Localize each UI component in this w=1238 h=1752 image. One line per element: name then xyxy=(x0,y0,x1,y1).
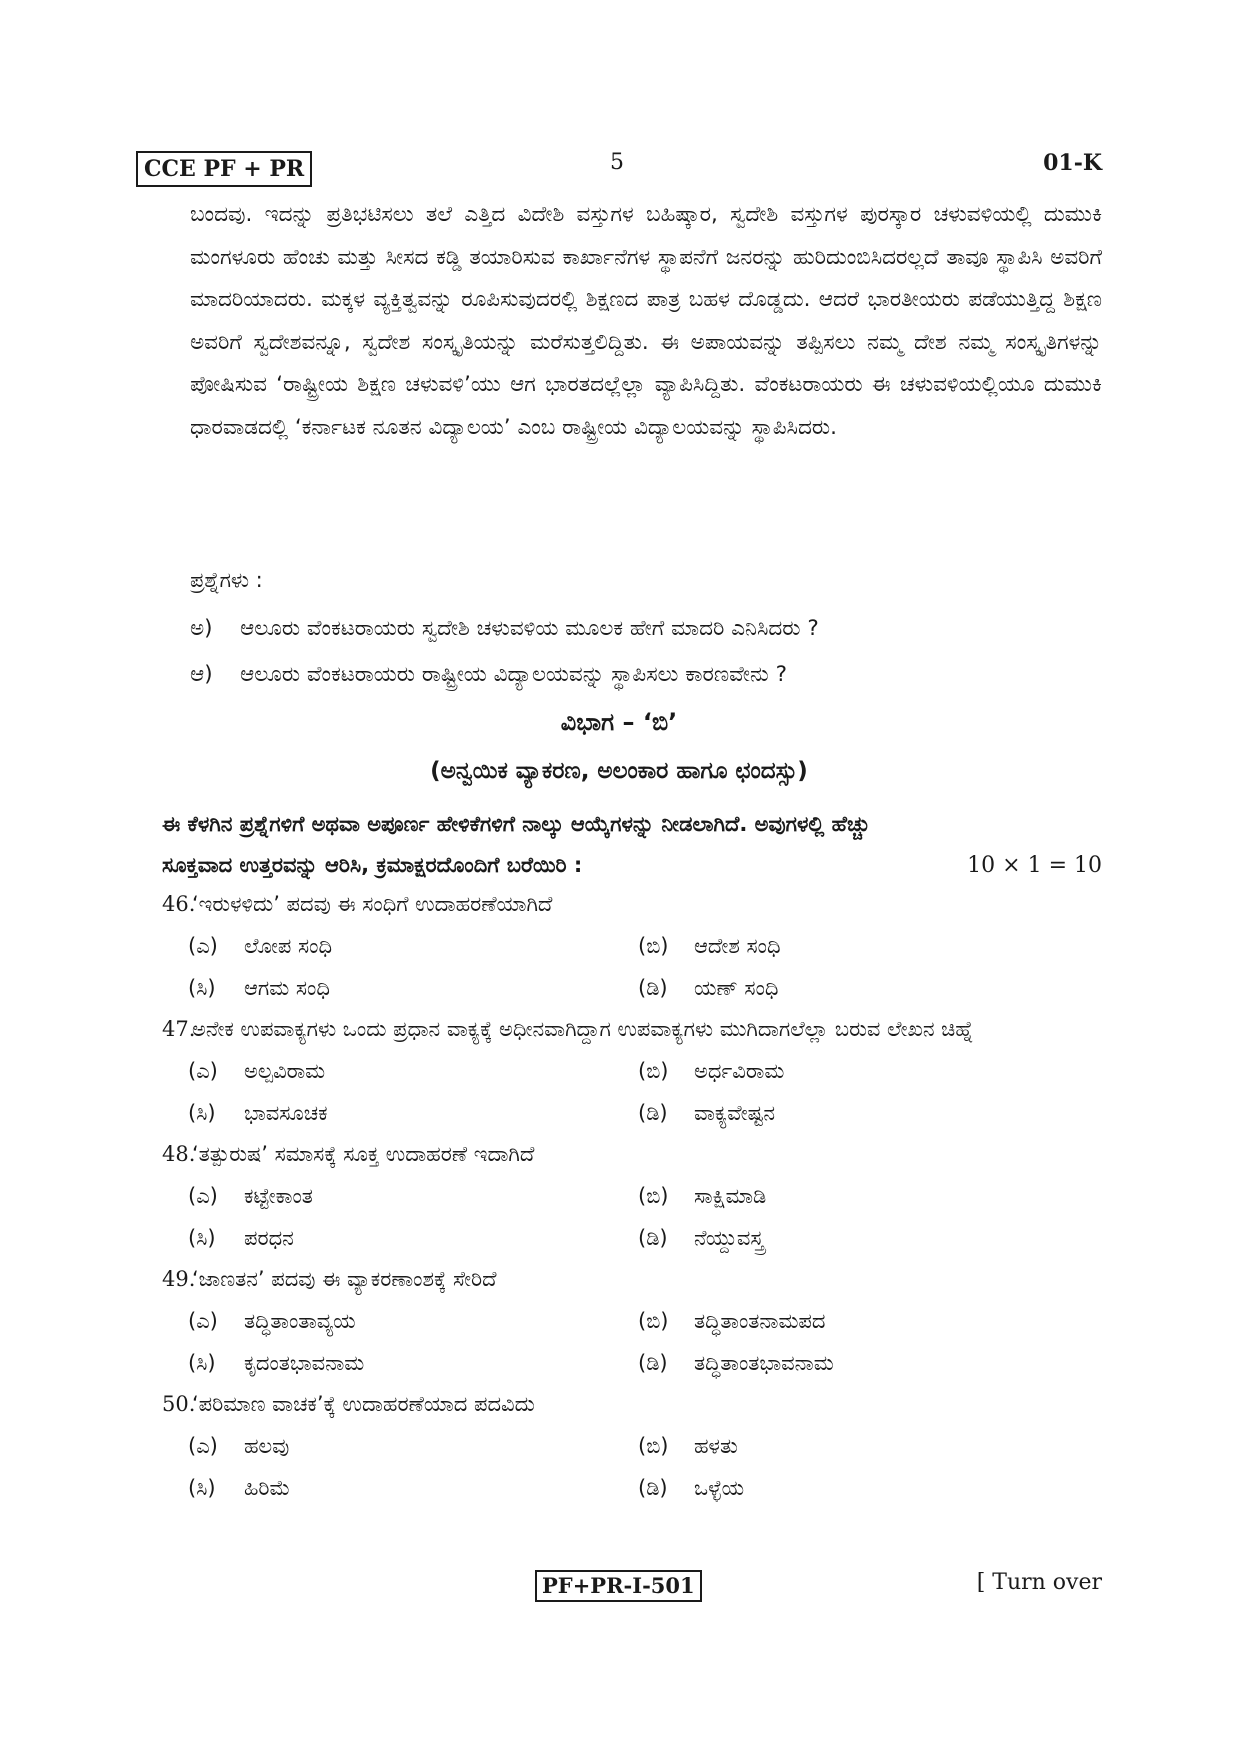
option-text: ಆದೇಶ ಸಂಧಿ xyxy=(694,934,781,958)
option-c xyxy=(188,1467,638,1509)
question-50 xyxy=(162,1384,1102,1509)
question-text: ‘ತತ್ಪುರುಷ’ ಸಮಾಸಕ್ಕೆ ಸೂಕ್ತ ಉದಾಹರಣೆ ಇದಾಗಿದೆ xyxy=(192,1142,535,1166)
question-stem xyxy=(162,1259,1102,1300)
option-d xyxy=(638,1342,1088,1384)
option-text: ತದ್ಧಿತಾಂತನಾಮಪದ xyxy=(694,1309,826,1333)
option-text: ಕಟ್ಟೇಕಾಂತ xyxy=(244,1184,313,1208)
turn-over-note: [ Turn over xyxy=(976,1570,1102,1595)
question-number: 49. xyxy=(162,1267,196,1291)
option-d xyxy=(638,1467,1088,1509)
option-text: ಅರ್ಧವಿರಾಮ xyxy=(694,1059,785,1083)
option-label: (ಡಿ) xyxy=(638,1101,668,1125)
option-b xyxy=(638,1300,1088,1342)
passage-text: ಬಂದವು. ಇದನ್ನು ಪ್ರತಿಭಟಿಸಲು ತಲೆ ಎತ್ತಿದ ವಿದೇಶಿ ವಸ್ತುಗಳ ಬಹಿಷ್ಕಾರ, ಸ್ವದೇಶಿ ವಸ್ತುಗಳ ಪುರಸ್ಕಾರ ಚಳುವಳಿಯಲ್ಲಿ ದುಮುಕಿ ಮಂಗಳೂರು ಹೆಂಚು ಮತ್ತು ಸೀಸದ ಕಡ್ಡಿ ತಯಾರಿಸುವ ಕಾರ್ಖಾನೆಗಳ ಸ್ಥಾಪನೆಗೆ ಜನರನ್ನು ಹುರಿದುಂಬಿಸಿದರಲ್ಲದೆ ತಾವೂ ಸ್ಥಾಪಿಸಿ ಅವರಿಗೆ ಮಾದರಿಯಾದರು. ಮಕ್ಕಳ ವ್ಯಕ್ತಿತ್ವವನ್ನು ರೂಪಿಸುವುದರಲ್ಲಿ ಶಿಕ್ಷಣದ ಪಾತ್ರ ಬಹಳ ದೊಡ್ಡದು. ಆದರೆ ಭಾರತೀಯರು ಪಡೆಯುತ್ತಿದ್ದ ಶಿಕ್ಷಣ ಅವರಿಗೆ ಸ್ವದೇಶವನ್ನೂ, ಸ್ವದೇಶ ಸಂಸ್ಕೃತಿಯನ್ನು ಮರೆಸುತ್ತಲಿದ್ದಿತು. ಈ ಅಪಾಯವನ್ನು ತಪ್ಪಿಸಲು ನಮ್ಮ ದೇಶ ನಮ್ಮ ಸಂಸ್ಕೃತಿಗಳನ್ನು ಪೋಷಿಸುವ ‘ರಾಷ್ಟ್ರೀಯ ಶಿಕ್ಷಣ ಚಳುವಳಿ’ಯು ಆಗ ಭಾರತದಲ್ಲೆಲ್ಲಾ ವ್ಯಾಪಿಸಿದ್ದಿತು. ವೆಂಕಟರಾಯರು ಈ ಚಳುವಳಿಯಲ್ಲಿಯೂ ದುಮುಕಿ ಧಾರವಾಡದಲ್ಲಿ ‘ಕರ್ನಾಟಕ ನೂತನ ವಿದ್ಯಾಲಯ’ ಎಂಬ ರಾಷ್ಟ್ರೀಯ ವಿದ್ಯಾಲಯವನ್ನು ಸ್ಥಾಪಿಸಿದರು. xyxy=(190,202,1102,440)
question-stem xyxy=(162,1134,1102,1175)
option-c xyxy=(188,967,638,1009)
option-text: ತದ್ಧಿತಾಂತಾವ್ಯಯ xyxy=(244,1309,356,1333)
instructions-line-1: ಈ ಕೆಳಗಿನ ಪ್ರಶ್ನೆಗಳಿಗೆ ಅಥವಾ ಅಪೂರ್ಣ ಹೇಳಿಕೆಗಳಿಗೆ ನಾಲ್ಕು ಆಯ್ಕೆಗಳನ್ನು ನೀಡಲಾಗಿದೆ. ಅವುಗಳಲ್ಲಿ ಹೆಚ್ಚು xyxy=(162,812,871,836)
option-b xyxy=(638,925,1088,967)
option-label: (ಸಿ) xyxy=(188,1351,216,1375)
question-stem xyxy=(162,884,1102,925)
option-c xyxy=(188,1217,638,1259)
question-text: ಅನೇಕ ಉಪವಾಕ್ಯಗಳು ಒಂದು ಪ್ರಧಾನ ವಾಕ್ಯಕ್ಕೆ ಅಧೀನವಾಗಿದ್ದಾಗ ಉಪವಾಕ್ಯಗಳು ಮುಗಿದಾಗಲೆಲ್ಲಾ ಬರುವ ಲೇಖನ ಚಿಹ್ನೆ xyxy=(192,1017,974,1041)
question-number: 48. xyxy=(162,1142,196,1166)
sub-question-text: ಆಲೂರು ವೆಂಕಟರಾಯರು ಸ್ವದೇಶಿ ಚಳುವಳಿಯ ಮೂಲಕ ಹೇಗೆ ಮಾದರಿ ಎನಿಸಿದರು ? xyxy=(240,616,819,641)
question-49 xyxy=(162,1259,1102,1384)
sub-question xyxy=(190,662,787,687)
question-number: 46. xyxy=(162,892,196,916)
footer-paper-code: PF+PR-I-501 xyxy=(535,1570,702,1602)
option-b xyxy=(638,1050,1088,1092)
question-number: 47. xyxy=(162,1017,196,1041)
option-label: (ಸಿ) xyxy=(188,976,216,1000)
option-a xyxy=(188,1050,638,1092)
sub-question-marker: ಆ) xyxy=(190,662,213,687)
option-a xyxy=(188,1425,638,1467)
question-46 xyxy=(162,884,1102,1009)
section-subtitle: (ಅನ್ವಯಿಕ ವ್ಯಾಕರಣ, ಅಲಂಕಾರ ಹಾಗೂ ಛಂದಸ್ಸು) xyxy=(430,758,808,784)
option-b xyxy=(638,1175,1088,1217)
option-label: (ಬಿ) xyxy=(638,1059,669,1083)
option-a xyxy=(188,1175,638,1217)
option-a xyxy=(188,925,638,967)
option-label: (ಡಿ) xyxy=(638,976,668,1000)
option-b xyxy=(638,1425,1088,1467)
question-stem xyxy=(162,1009,1102,1050)
sub-question-marker: ಅ) xyxy=(190,616,213,641)
option-text: ಸಾಕ್ಷಿಮಾಡಿ xyxy=(694,1184,767,1208)
option-label: (ಬಿ) xyxy=(638,1309,669,1333)
question-stem xyxy=(162,1384,1102,1425)
option-text: ಆಗಮ ಸಂಧಿ xyxy=(244,976,330,1000)
option-text: ಲೋಪ ಸಂಧಿ xyxy=(244,934,333,958)
sub-question xyxy=(190,616,819,641)
option-text: ಅಲ್ಪವಿರಾಮ xyxy=(244,1059,326,1083)
questions-label: ಪ್ರಶ್ನೆಗಳು : xyxy=(190,568,263,592)
options xyxy=(162,1175,1102,1259)
question-number: 50. xyxy=(162,1392,196,1416)
question-text: ‘ಪರಿಮಾಣ ವಾಚಕ’ಕ್ಕೆ ಉದಾಹರಣೆಯಾದ ಪದವಿದು xyxy=(192,1392,535,1416)
option-text: ಹಿರಿಮೆ xyxy=(244,1476,291,1500)
option-c xyxy=(188,1092,638,1134)
option-label: (ಡಿ) xyxy=(638,1226,668,1250)
instructions-line-2: ಸೂಕ್ತವಾದ ಉತ್ತರವನ್ನು ಆರಿಸಿ, ಕ್ರಮಾಕ್ಷರದೊಂದಿಗೆ ಬರೆಯಿರಿ : xyxy=(162,853,583,877)
options xyxy=(162,925,1102,1009)
question-text: ‘ಜಾಣತನ’ ಪದವು ಈ ವ್ಯಾಕರಣಾಂಶಕ್ಕೆ ಸೇರಿದೆ xyxy=(192,1267,497,1291)
question-48 xyxy=(162,1134,1102,1259)
header-exam-code: CCE PF + PR xyxy=(136,151,312,187)
option-c xyxy=(188,1342,638,1384)
sub-question-text: ಆಲೂರು ವೆಂಕಟರಾಯರು ರಾಷ್ಟ್ರೀಯ ವಿದ್ಯಾಲಯವನ್ನು ಸ್ಥಾಪಿಸಲು ಕಾರಣವೇನು ? xyxy=(240,662,788,687)
instructions xyxy=(162,804,1102,886)
option-label: (ಡಿ) xyxy=(638,1351,668,1375)
options xyxy=(162,1300,1102,1384)
option-text: ಯಣ್ ಸಂಧಿ xyxy=(694,976,779,1000)
option-a xyxy=(188,1300,638,1342)
passage xyxy=(190,194,1102,449)
option-text: ಕೃದಂತಭಾವನಾಮ xyxy=(244,1351,365,1375)
option-text: ಹಳತು xyxy=(694,1434,738,1458)
option-text: ಪರಧನ xyxy=(244,1226,294,1250)
option-text: ನೆಯ್ದುವಸ್ತ್ರ xyxy=(694,1226,764,1250)
option-label: (ಬಿ) xyxy=(638,1184,669,1208)
section-title: ವಿಭಾಗ – ‘ಬಿ’ xyxy=(560,708,678,736)
question-47 xyxy=(162,1009,1102,1134)
option-label: (ಎ) xyxy=(188,1434,218,1458)
option-text: ಹಲವು xyxy=(244,1434,290,1458)
page-number: 5 xyxy=(610,150,624,175)
options xyxy=(162,1050,1102,1134)
question-text: ‘ಇರುಳಳಿದು’ ಪದವು ಈ ಸಂಧಿಗೆ ಉದಾಹರಣೆಯಾಗಿದೆ xyxy=(192,892,553,916)
question-list xyxy=(162,884,1102,1509)
options xyxy=(162,1425,1102,1509)
marks-allocation: 10 × 1 = 10 xyxy=(967,853,1102,878)
option-label: (ಸಿ) xyxy=(188,1226,216,1250)
option-label: (ಬಿ) xyxy=(638,934,669,958)
paper-code: 01-K xyxy=(1043,150,1102,176)
option-d xyxy=(638,967,1088,1009)
option-d xyxy=(638,1092,1088,1134)
option-label: (ಡಿ) xyxy=(638,1476,668,1500)
option-text: ವಾಕ್ಯವೇಷ್ಟನ xyxy=(694,1101,776,1125)
instructions-line-2-row xyxy=(162,845,1102,886)
option-text: ಭಾವಸೂಚಕ xyxy=(244,1101,328,1125)
option-label: (ಎ) xyxy=(188,934,218,958)
option-label: (ಎ) xyxy=(188,1059,218,1083)
option-label: (ಸಿ) xyxy=(188,1101,216,1125)
option-text: ತದ್ಧಿತಾಂತಭಾವನಾಮ xyxy=(694,1351,834,1375)
option-d xyxy=(638,1217,1088,1259)
option-label: (ಎ) xyxy=(188,1309,218,1333)
option-text: ಒಳ್ಳೆಯ xyxy=(694,1476,745,1500)
option-label: (ಸಿ) xyxy=(188,1476,216,1500)
option-label: (ಬಿ) xyxy=(638,1434,669,1458)
option-label: (ಎ) xyxy=(188,1184,218,1208)
